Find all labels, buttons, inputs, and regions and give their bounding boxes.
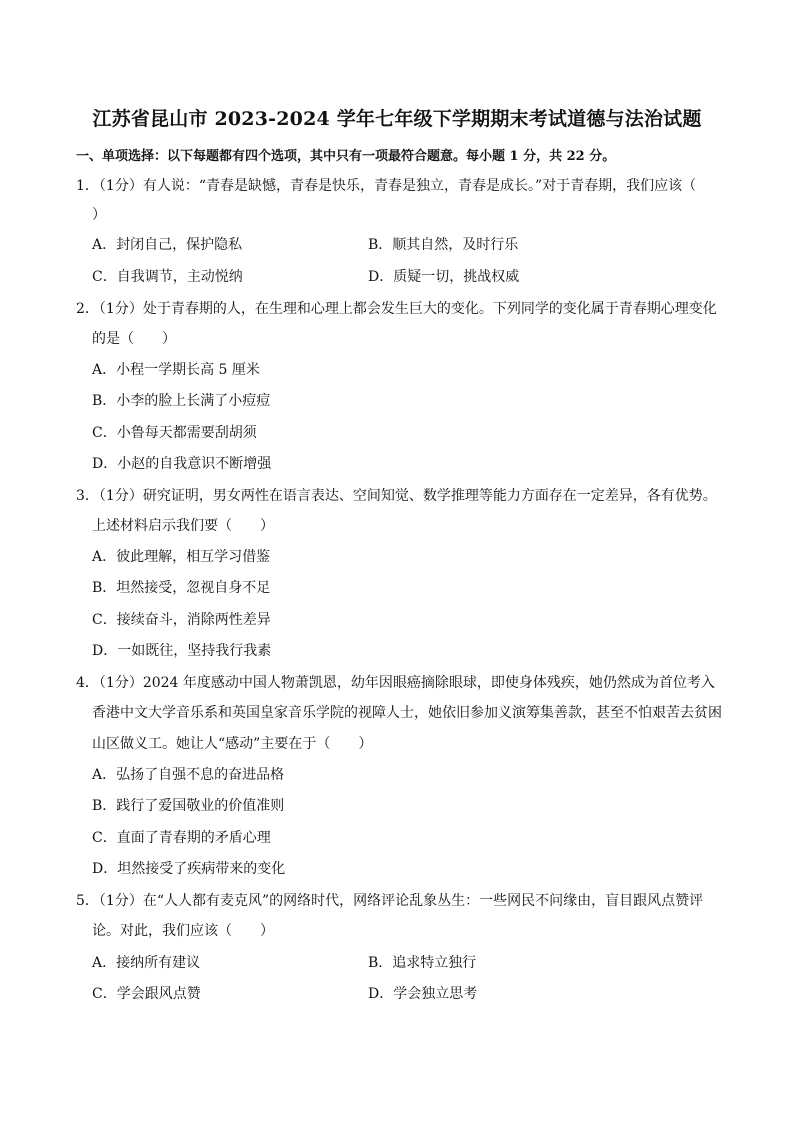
question-3-option-a: A．彼此理解，相互学习借鉴	[92, 549, 271, 565]
question-4-text-cont: 香港中文大学音乐系和英国皇家音乐学院的视障人士，她依旧参加义演筹集善款，甚至不怕艰苦去贫困	[92, 705, 722, 721]
question-5-option-b: B．追求特立独行	[368, 955, 477, 971]
question-1-option-b: B．顺其自然，及时行乐	[368, 237, 519, 253]
question-3-text: 3．（1分）研究证明，男女两性在语言表达、空间知觉、数学推理等能力方面存在一定差异，各有优势。	[76, 488, 717, 504]
question-2-option-b: B．小李的脸上长满了小痘痘	[92, 393, 271, 409]
question-4-text-cont-2: 山区做义工。她让人“感动”主要在于（ ）	[92, 736, 373, 752]
section-heading: 一、单项选择：以下每题都有四个选项，其中只有一项最符合题意。每小题 1 分，共 22 分。	[76, 149, 616, 164]
question-5-text-cont: 论。对此，我们应该（ ）	[92, 923, 274, 939]
question-2-option-a: A．小程一学期长高 5 厘米	[92, 362, 260, 378]
question-2-text-cont: 的是（ ）	[92, 331, 176, 347]
question-4-option-a: A．弘扬了自强不息的奋进品格	[92, 767, 285, 783]
question-4-option-b: B．践行了爱国敬业的价值准则	[92, 798, 285, 814]
question-4-text: 4．（1分）2024 年度感动中国人物萧凯恩，幼年因眼癌摘除眼球，即使身体残疾，她仍然成为首位考入	[76, 675, 715, 691]
question-1-text-cont: ）	[92, 207, 106, 223]
question-1-option-d: D．质疑一切，挑战权威	[368, 269, 520, 285]
question-2-text: 2．（1分）处于青春期的人，在生理和心理上都会发生巨大的变化。下列同学的变化属于青春期心理变化	[76, 301, 717, 317]
question-4-option-c: C．直面了青春期的矛盾心理	[92, 830, 271, 846]
question-3-option-d: D．一如既往，坚持我行我素	[92, 643, 272, 659]
question-1-option-a: A．封闭自己，保护隐私	[92, 237, 243, 253]
question-4-option-d: D．坦然接受了疾病带来的变化	[92, 861, 286, 877]
question-3-text-cont: 上述材料启示我们要（ ）	[92, 518, 274, 534]
question-2-option-d: D．小赵的自我意识不断增强	[92, 456, 272, 472]
question-1-text: 1．（1分）有人说：“青春是缺憾，青春是快乐，青春是独立，青春是成长。”对于青春期，我们应该（	[76, 178, 697, 194]
question-1-option-c: C．自我调节，主动悦纳	[92, 269, 243, 285]
question-5-option-c: C．学会跟风点赞	[92, 986, 201, 1002]
question-3-option-b: B．坦然接受，忽视自身不足	[92, 580, 271, 596]
question-5-text: 5．（1分）在“人人都有麦克风”的网络时代，网络评论乱象丛生：一些网民不问缘由，盲目跟风点赞评	[76, 893, 704, 909]
question-3-option-c: C．接续奋斗，消除两性差异	[92, 612, 271, 628]
question-5-option-a: A．接纳所有建议	[92, 955, 201, 971]
page-title: 江苏省昆山市 2023-2024 学年七年级下学期期末考试道德与法治试题	[92, 108, 702, 130]
question-5-option-d: D．学会独立思考	[368, 986, 478, 1002]
question-2-option-c: C．小鲁每天都需要刮胡须	[92, 425, 257, 441]
